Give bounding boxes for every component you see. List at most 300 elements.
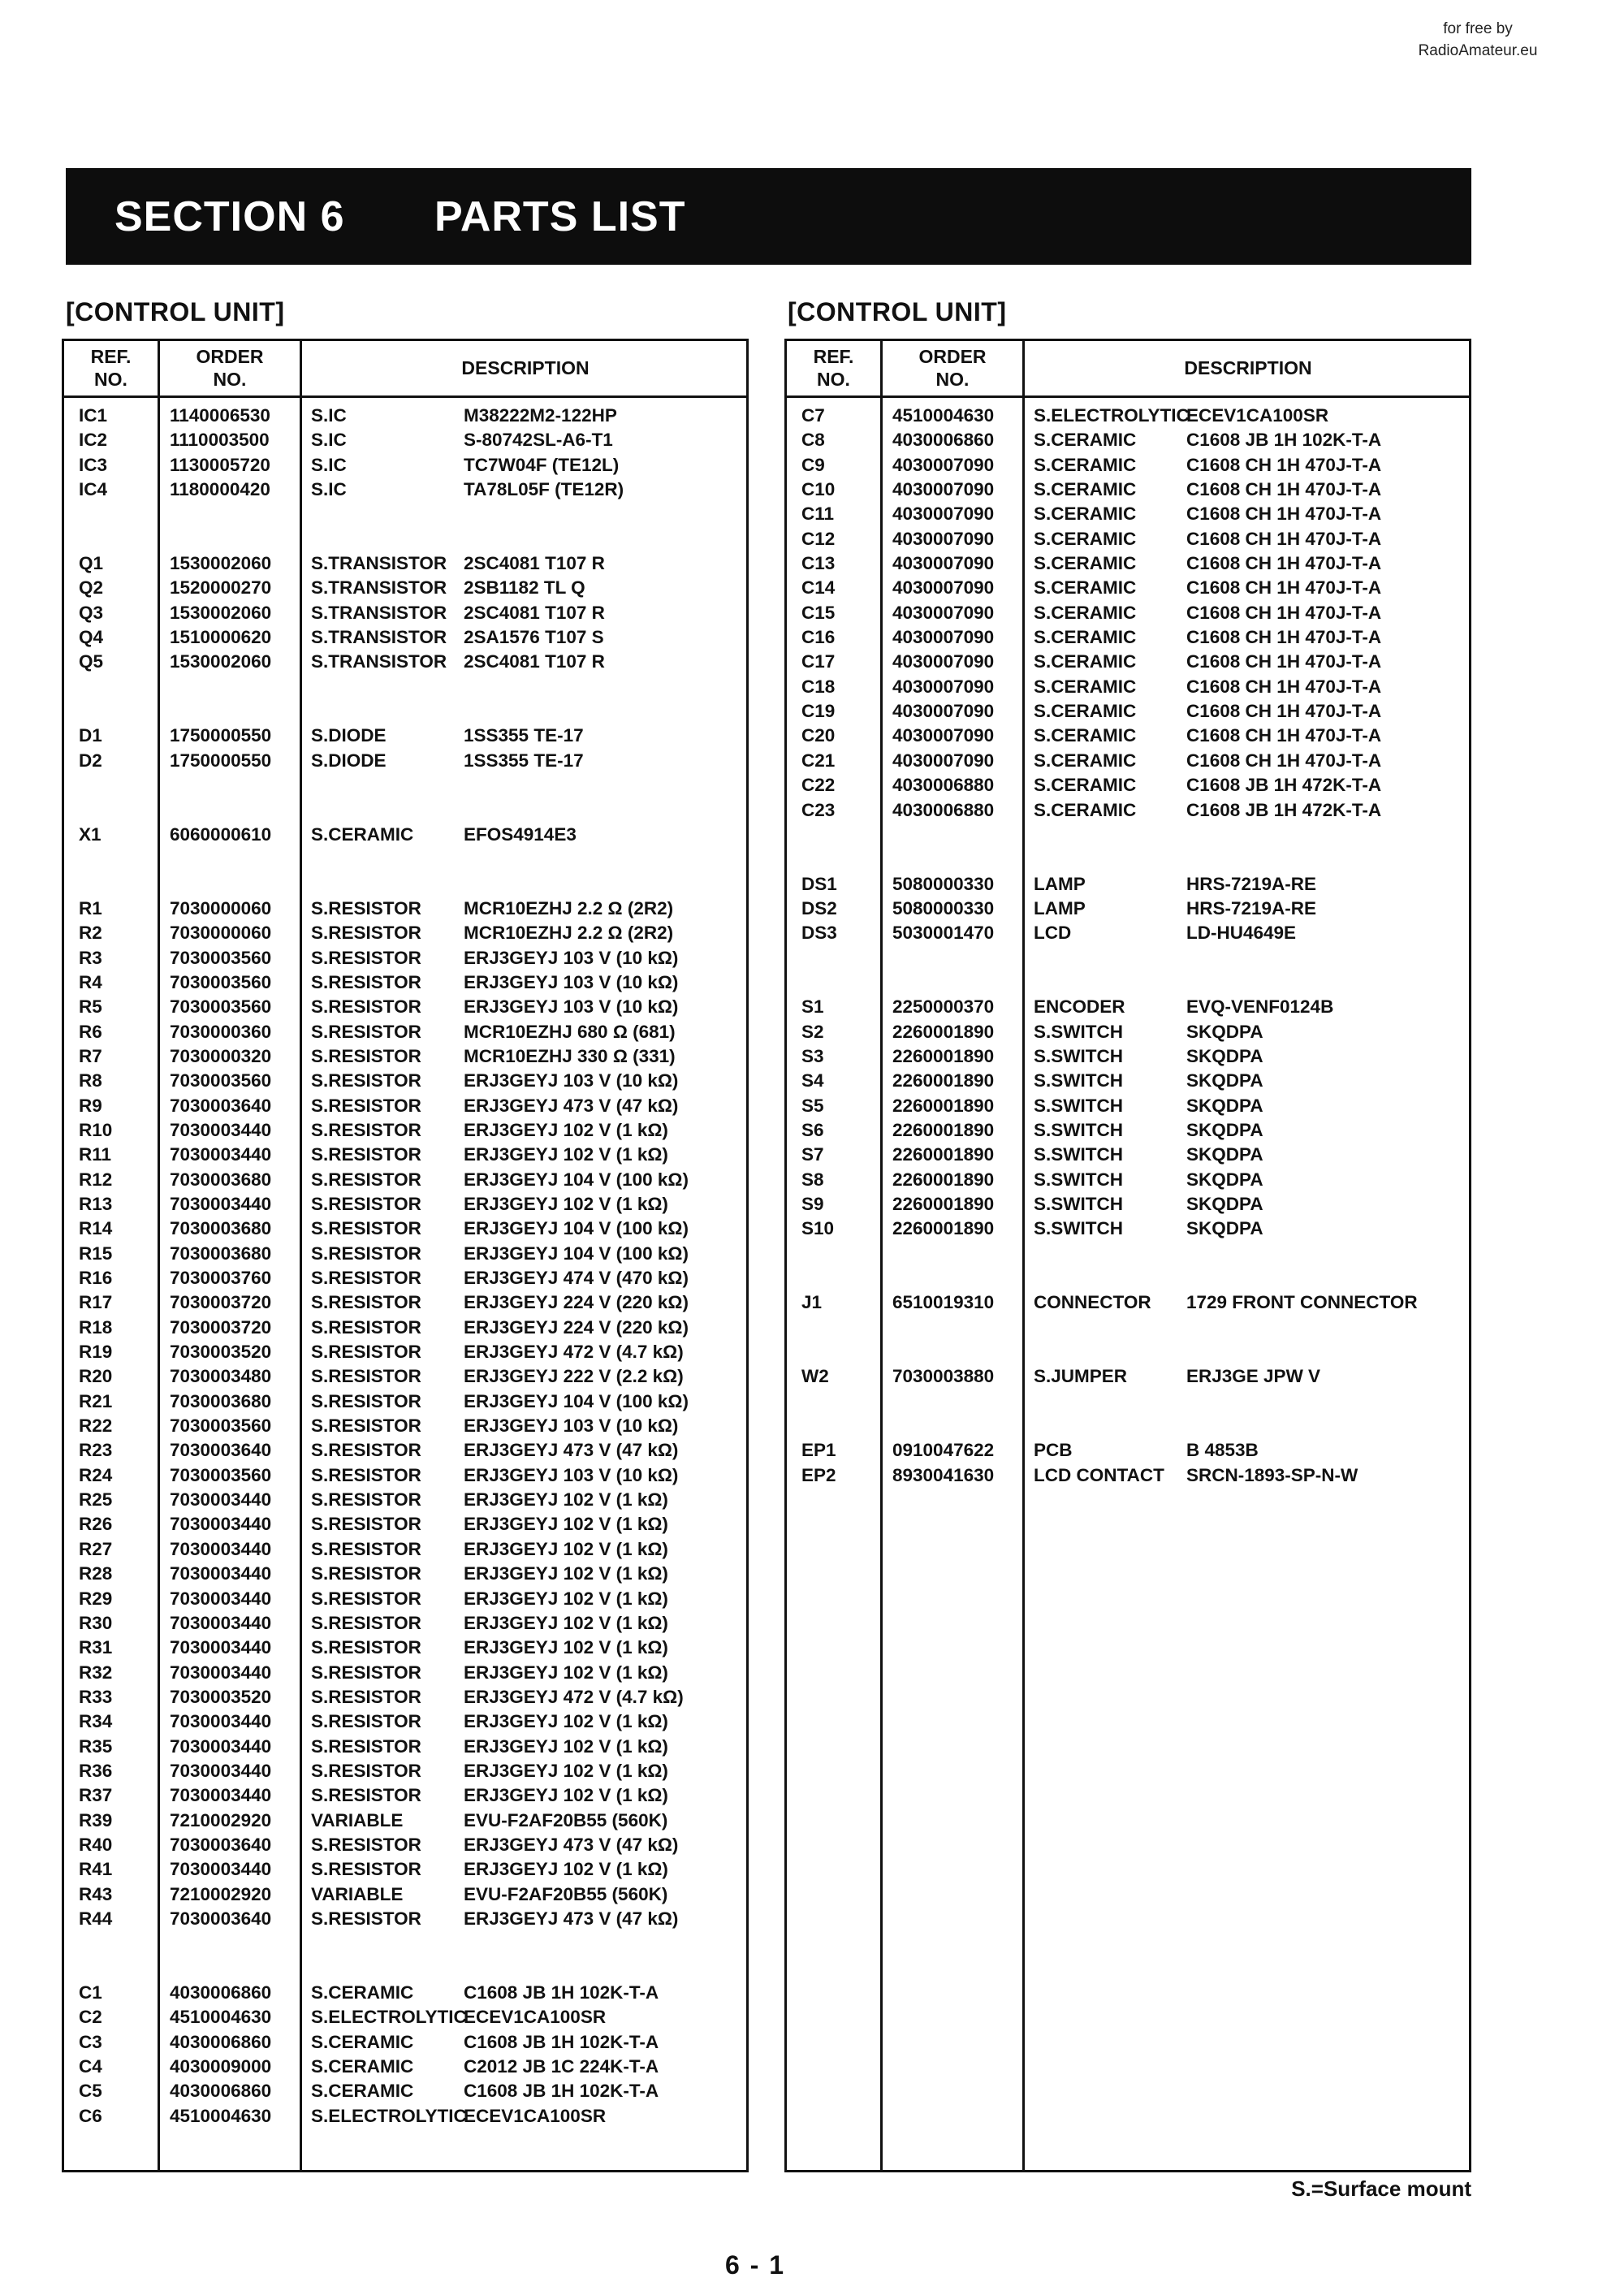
ref-no: DS3 <box>801 923 837 944</box>
part-type: S.CERAMIC <box>311 2056 414 2077</box>
ref-no: Q4 <box>79 627 104 648</box>
order-no: 4030006880 <box>892 775 995 796</box>
table-row <box>787 1438 1469 1463</box>
table-row <box>64 1044 746 1069</box>
part-type: S.RESISTOR <box>311 1292 421 1313</box>
table-row <box>787 1168 1469 1192</box>
part-spec: ERJ3GEYJ 102 V (1 kΩ) <box>464 1637 668 1658</box>
ref-no: C19 <box>801 701 836 722</box>
order-no: 7030003440 <box>170 1514 272 1535</box>
part-type: S.RESISTOR <box>311 1095 421 1116</box>
table-row <box>64 699 746 724</box>
table-row <box>64 1364 746 1389</box>
part-type: S.CERAMIC <box>311 1982 414 2003</box>
ref-no: C3 <box>79 2031 102 2052</box>
part-spec: ERJ3GEYJ 473 V (47 kΩ) <box>464 1440 679 1461</box>
table-row <box>64 1512 746 1536</box>
part-type: S.RESISTOR <box>311 923 421 944</box>
order-no: 7030003880 <box>892 1366 995 1387</box>
table-row <box>787 872 1469 897</box>
ref-no: EP2 <box>801 1464 836 1485</box>
part-type: S.RESISTOR <box>311 1908 421 1929</box>
order-no: 1530002060 <box>170 602 272 623</box>
right-rows <box>787 404 1469 1488</box>
ref-no: R16 <box>79 1268 113 1289</box>
ref-no: C14 <box>801 577 836 599</box>
page-number: 6 - 1 <box>725 2250 786 2280</box>
ref-no-header: REF. NO. <box>813 346 854 390</box>
table-row <box>787 1266 1469 1290</box>
part-spec: ERJ3GEYJ 102 V (1 kΩ) <box>464 1735 668 1757</box>
ref-no: R14 <box>79 1218 113 1239</box>
order-no: 4030009000 <box>170 2056 272 2077</box>
order-no: 7030000060 <box>170 897 272 918</box>
part-spec: C1608 CH 1H 470J-T-A <box>1186 479 1382 500</box>
part-spec: ERJ3GEYJ 474 V (470 kΩ) <box>464 1268 689 1289</box>
table-row <box>64 1857 746 1882</box>
part-type: S.RESISTOR <box>311 1538 421 1559</box>
part-type: S.RESISTOR <box>311 996 421 1018</box>
order-no: 7030003720 <box>170 1292 272 1313</box>
part-type: S.SWITCH <box>1034 1095 1123 1116</box>
table-row <box>64 1340 746 1364</box>
ref-no: C4 <box>79 2056 102 2077</box>
part-type: S.JUMPER <box>1034 1366 1128 1387</box>
part-spec: EVQ-VENF0124B <box>1186 996 1334 1018</box>
table-row <box>64 970 746 995</box>
order-no: 2260001890 <box>892 1119 995 1140</box>
ref-no: S9 <box>801 1194 824 1214</box>
part-type: S.CERAMIC <box>311 2031 414 2052</box>
watermark-line2: RadioAmateur.eu <box>1418 42 1538 59</box>
order-no: 4030007090 <box>892 701 995 722</box>
order-no: 7030003440 <box>170 1760 272 1781</box>
description-header: DESCRIPTION <box>1184 357 1312 378</box>
part-spec: MCR10EZHJ 330 Ω (331) <box>464 1045 676 1066</box>
table-row <box>787 453 1469 478</box>
part-type: S.DIODE <box>311 750 387 771</box>
order-no: 2260001890 <box>892 1070 995 1091</box>
part-spec: ERJ3GEYJ 102 V (1 kΩ) <box>464 1785 668 1806</box>
ref-no: C7 <box>801 405 825 426</box>
part-type: S.RESISTOR <box>311 947 421 968</box>
ref-no: R22 <box>79 1415 113 1437</box>
part-type: S.RESISTOR <box>311 1760 421 1781</box>
order-no: 4030007090 <box>892 750 995 771</box>
table-row <box>64 2055 746 2079</box>
part-spec: 1SS355 TE-17 <box>464 750 584 771</box>
order-no: 4030007090 <box>892 528 995 549</box>
order-no: 4030007090 <box>892 725 995 746</box>
order-no: 6060000610 <box>170 823 272 845</box>
part-type: S.RESISTOR <box>311 1662 421 1683</box>
order-no: 2260001890 <box>892 1144 995 1165</box>
part-spec: C1608 JB 1H 472K-T-A <box>1186 775 1382 796</box>
table-row <box>64 551 746 576</box>
table-row <box>64 1290 746 1315</box>
table-row <box>64 1636 746 1660</box>
order-no: 7030003640 <box>170 1440 272 1461</box>
order-no: 7030003440 <box>170 1612 272 1633</box>
part-type: S.CERAMIC <box>1034 627 1137 648</box>
order-no: 7030003440 <box>170 1662 272 1683</box>
order-no: 4030007090 <box>892 602 995 623</box>
part-type: LCD <box>1034 923 1072 944</box>
table-row <box>787 1094 1469 1118</box>
part-spec: 1729 FRONT CONNECTOR <box>1186 1292 1418 1313</box>
part-type: S.RESISTOR <box>311 897 421 918</box>
part-spec: ERJ3GEYJ 102 V (1 kΩ) <box>464 1538 668 1559</box>
part-spec: ERJ3GEYJ 103 V (10 kΩ) <box>464 996 679 1018</box>
part-spec: C1608 CH 1H 470J-T-A <box>1186 504 1382 525</box>
table-row <box>64 453 746 478</box>
ref-no: R6 <box>79 1021 102 1042</box>
order-no: 7030000320 <box>170 1045 272 1066</box>
ref-no: S1 <box>801 996 824 1018</box>
part-type: S.RESISTOR <box>311 1686 421 1707</box>
ref-no: IC4 <box>79 479 108 500</box>
table-row <box>787 798 1469 823</box>
part-spec: C1608 JB 1H 102K-T-A <box>464 2031 659 2052</box>
part-spec: MCR10EZHJ 2.2 Ω (2R2) <box>464 897 674 918</box>
part-spec: ERJ3GEYJ 104 V (100 kΩ) <box>464 1218 689 1239</box>
ref-no: C21 <box>801 750 836 771</box>
order-no: 2260001890 <box>892 1218 995 1239</box>
part-spec: 2SA1576 T107 S <box>464 627 604 648</box>
table-row <box>64 1168 746 1192</box>
order-no: 1530002060 <box>170 553 272 574</box>
order-no: 7030003440 <box>170 1859 272 1880</box>
table-row <box>787 970 1469 995</box>
table-row <box>787 699 1469 724</box>
part-type: S.RESISTOR <box>311 1785 421 1806</box>
order-no: 2260001890 <box>892 1021 995 1042</box>
table-row <box>64 502 746 526</box>
ref-no: R7 <box>79 1045 102 1066</box>
order-no: 8930041630 <box>892 1464 995 1485</box>
ref-no: C15 <box>801 602 836 623</box>
part-spec: C1608 CH 1H 470J-T-A <box>1186 701 1382 722</box>
ref-no: C9 <box>801 454 825 475</box>
section-banner <box>66 168 1471 265</box>
ref-no: R37 <box>79 1785 113 1806</box>
part-type: S.RESISTOR <box>311 1045 421 1066</box>
table-row <box>787 1217 1469 1241</box>
table-row <box>64 527 746 551</box>
part-type: S.TRANSISTOR <box>311 602 447 623</box>
ref-no: S3 <box>801 1045 824 1066</box>
table-row <box>64 897 746 921</box>
ref-no: R10 <box>79 1119 113 1140</box>
order-no: 2260001890 <box>892 1194 995 1214</box>
part-spec: ERJ3GEYJ 102 V (1 kΩ) <box>464 1144 668 1165</box>
table-row <box>64 1783 746 1808</box>
order-no: 4030006860 <box>892 430 995 451</box>
ref-no: IC1 <box>79 405 108 426</box>
table-row <box>64 1685 746 1709</box>
ref-no: C18 <box>801 676 836 697</box>
left-unit-title: [CONTROL UNIT] <box>66 297 285 326</box>
part-spec: SRCN-1893-SP-N-W <box>1186 1464 1358 1485</box>
part-spec: ERJ3GEYJ 473 V (47 kΩ) <box>464 1095 679 1116</box>
table-row <box>64 798 746 823</box>
part-spec: SKQDPA <box>1186 1070 1263 1091</box>
part-spec: C1608 CH 1H 470J-T-A <box>1186 454 1382 475</box>
order-no: 7030003440 <box>170 1538 272 1559</box>
table-row <box>787 527 1469 551</box>
ref-no: R43 <box>79 1883 113 1904</box>
part-type: S.RESISTOR <box>311 1366 421 1387</box>
table-row <box>64 1833 746 1857</box>
ref-no: C10 <box>801 479 836 500</box>
part-spec: C1608 CH 1H 470J-T-A <box>1186 725 1382 746</box>
order-no: 7210002920 <box>170 1809 272 1830</box>
table-row <box>64 1488 746 1512</box>
part-spec: C1608 CH 1H 470J-T-A <box>1186 577 1382 599</box>
table-row <box>787 1044 1469 1069</box>
order-no: 2260001890 <box>892 1045 995 1066</box>
part-spec: ERJ3GEYJ 103 V (10 kΩ) <box>464 1070 679 1091</box>
order-no: 7030003520 <box>170 1686 272 1707</box>
ref-no: S10 <box>801 1218 835 1239</box>
order-no: 4030006860 <box>170 2031 272 2052</box>
part-type: S.TRANSISTOR <box>311 577 447 599</box>
table-row <box>787 921 1469 945</box>
ref-no: R26 <box>79 1514 113 1535</box>
ref-no: R41 <box>79 1859 113 1880</box>
table-row <box>787 1069 1469 1093</box>
table-row <box>64 1709 746 1734</box>
ref-no: R23 <box>79 1440 113 1461</box>
part-type: S.RESISTOR <box>311 1612 421 1633</box>
part-spec: ERJ3GEYJ 103 V (10 kΩ) <box>464 1415 679 1437</box>
header-divider <box>787 395 1469 398</box>
order-no: 7030003560 <box>170 1070 272 1091</box>
section-title: PARTS LIST <box>434 193 686 240</box>
order-no: 7030003440 <box>170 1194 272 1214</box>
order-no: 1530002060 <box>170 651 272 672</box>
right-unit-title: [CONTROL UNIT] <box>788 297 1007 326</box>
part-type: S.TRANSISTOR <box>311 651 447 672</box>
part-spec: ECEV1CA100SR <box>1186 405 1329 426</box>
ref-no: DS1 <box>801 873 837 894</box>
table-row <box>64 995 746 1019</box>
part-spec: ERJ3GEYJ 102 V (1 kΩ) <box>464 1514 668 1535</box>
table-row <box>787 675 1469 699</box>
ref-no: C5 <box>79 2081 102 2102</box>
part-spec: ERJ3GEYJ 102 V (1 kΩ) <box>464 1711 668 1732</box>
part-spec: 2SC4081 T107 R <box>464 553 605 574</box>
ref-no: C2 <box>79 2007 102 2028</box>
part-spec: M38222M2-122HP <box>464 405 617 426</box>
ref-no: C22 <box>801 775 836 796</box>
part-spec: MCR10EZHJ 2.2 Ω (2R2) <box>464 923 674 944</box>
part-type: S.IC <box>311 405 347 426</box>
part-type: S.RESISTOR <box>311 1563 421 1584</box>
table-row <box>64 1587 746 1611</box>
part-spec: ERJ3GEYJ 102 V (1 kΩ) <box>464 1612 668 1633</box>
part-spec: C1608 JB 1H 102K-T-A <box>464 1982 659 2003</box>
ref-no: R25 <box>79 1489 113 1511</box>
part-type: S.RESISTOR <box>311 1119 421 1140</box>
part-spec: ERJ3GEYJ 102 V (1 kΩ) <box>464 1588 668 1609</box>
ref-no: Q2 <box>79 577 104 599</box>
part-spec: ERJ3GEYJ 103 V (10 kΩ) <box>464 947 679 968</box>
table-row <box>787 946 1469 970</box>
table-row <box>64 1217 746 1241</box>
table-row <box>64 650 746 674</box>
ref-no: IC3 <box>79 454 108 475</box>
order-no: 7030003560 <box>170 1464 272 1485</box>
part-spec: C2012 JB 1C 224K-T-A <box>464 2056 659 2077</box>
part-spec: S-80742SL-A6-T1 <box>464 430 613 451</box>
part-spec: EFOS4914E3 <box>464 823 577 845</box>
part-spec: SKQDPA <box>1186 1021 1263 1042</box>
part-spec: C1608 CH 1H 470J-T-A <box>1186 553 1382 574</box>
left-rows <box>64 404 746 2129</box>
ref-no: R13 <box>79 1194 113 1214</box>
order-no: 7030003720 <box>170 1316 272 1338</box>
part-type: S.RESISTOR <box>311 1021 421 1042</box>
ref-no: R15 <box>79 1243 113 1264</box>
table-row <box>787 650 1469 674</box>
ref-no: R35 <box>79 1735 113 1757</box>
part-spec: SKQDPA <box>1186 1045 1263 1066</box>
table-row <box>64 1981 746 2005</box>
table-row <box>64 625 746 650</box>
table-row <box>64 1809 746 1833</box>
ref-no: EP1 <box>801 1440 836 1461</box>
table-row <box>787 724 1469 748</box>
table-row <box>64 1611 746 1636</box>
part-spec: C1608 JB 1H 102K-T-A <box>464 2081 659 2102</box>
table-row <box>64 1118 746 1143</box>
table-row <box>64 773 746 797</box>
part-spec: MCR10EZHJ 680 Ω (681) <box>464 1021 676 1042</box>
part-type: S.RESISTOR <box>311 1415 421 1437</box>
part-spec: ERJ3GEYJ 104 V (100 kΩ) <box>464 1169 689 1190</box>
ref-no: DS2 <box>801 897 837 918</box>
ref-no-header: REF. NO. <box>90 346 132 390</box>
table-row <box>64 1438 746 1463</box>
table-row <box>64 847 746 871</box>
table-row <box>64 1316 746 1340</box>
order-no: 6510019310 <box>892 1292 995 1313</box>
order-no: 2250000370 <box>892 996 995 1018</box>
part-type: S.CERAMIC <box>1034 799 1137 820</box>
order-no: 4510004630 <box>170 2007 272 2028</box>
order-no: 4030007090 <box>892 627 995 648</box>
part-type: S.RESISTOR <box>311 1440 421 1461</box>
table-row <box>64 2104 746 2129</box>
order-no: 7030003680 <box>170 1218 272 1239</box>
part-type: S.CERAMIC <box>1034 430 1137 451</box>
order-no: 7030003680 <box>170 1390 272 1411</box>
part-type: S.CERAMIC <box>1034 454 1137 475</box>
part-type: S.SWITCH <box>1034 1169 1123 1190</box>
part-spec: LD-HU4649E <box>1186 923 1297 944</box>
ref-no: W2 <box>801 1366 829 1387</box>
part-type: S.CERAMIC <box>311 823 414 845</box>
part-spec: C1608 CH 1H 470J-T-A <box>1186 528 1382 549</box>
ref-no: R20 <box>79 1366 113 1387</box>
part-spec: ERJ3GEYJ 103 V (10 kΩ) <box>464 1464 679 1485</box>
part-spec: SKQDPA <box>1186 1218 1263 1239</box>
ref-no: Q5 <box>79 651 104 672</box>
part-spec: ERJ3GEYJ 102 V (1 kΩ) <box>464 1194 668 1214</box>
table-row <box>64 576 746 600</box>
part-spec: ERJ3GEYJ 102 V (1 kΩ) <box>464 1760 668 1781</box>
part-type: S.IC <box>311 430 347 451</box>
ref-no: C17 <box>801 651 836 672</box>
order-no: 7030003480 <box>170 1366 272 1387</box>
part-type: S.IC <box>311 454 347 475</box>
part-spec: C1608 JB 1H 102K-T-A <box>1186 430 1382 451</box>
order-no: 1130005720 <box>170 454 270 475</box>
part-type: S.CERAMIC <box>1034 504 1137 525</box>
table-row <box>64 1537 746 1562</box>
order-no: 1110003500 <box>170 430 270 451</box>
table-row <box>787 749 1469 773</box>
ref-no: R3 <box>79 947 102 968</box>
part-spec: SKQDPA <box>1186 1095 1263 1116</box>
table-row <box>787 1020 1469 1044</box>
order-no: 7030000360 <box>170 1021 272 1042</box>
ref-no: S8 <box>801 1169 824 1190</box>
ref-no: R33 <box>79 1686 113 1707</box>
part-spec: 2SC4081 T107 R <box>464 602 605 623</box>
part-spec: ERJ3GEYJ 472 V (4.7 kΩ) <box>464 1686 684 1707</box>
part-spec: C1608 CH 1H 470J-T-A <box>1186 651 1382 672</box>
part-spec: ERJ3GEYJ 102 V (1 kΩ) <box>464 1563 668 1584</box>
ref-no: C8 <box>801 430 825 451</box>
part-type: S.RESISTOR <box>311 1390 421 1411</box>
part-spec: ERJ3GEYJ 224 V (220 kΩ) <box>464 1292 689 1313</box>
order-no: 4030007090 <box>892 676 995 697</box>
part-type: PCB <box>1034 1440 1073 1461</box>
part-spec: 2SC4081 T107 R <box>464 651 605 672</box>
part-spec: ERJ3GEYJ 224 V (220 kΩ) <box>464 1316 689 1338</box>
table-row <box>64 1956 746 1981</box>
ref-no: C1 <box>79 1982 102 2003</box>
table-row <box>787 625 1469 650</box>
ref-no: R9 <box>79 1095 102 1116</box>
table-row <box>64 1735 746 1759</box>
order-no: 4510004630 <box>170 2105 272 2126</box>
order-no: 1750000550 <box>170 750 272 771</box>
table-row <box>64 1759 746 1783</box>
part-spec: ERJ3GEYJ 104 V (100 kΩ) <box>464 1243 689 1264</box>
table-row <box>787 1364 1469 1389</box>
part-type: S.RESISTOR <box>311 1834 421 1855</box>
watermark <box>1389 18 1567 62</box>
ref-no: S5 <box>801 1095 824 1116</box>
ref-no: C16 <box>801 627 836 648</box>
table-row <box>787 1118 1469 1143</box>
description-header: DESCRIPTION <box>461 357 590 378</box>
table-row <box>787 576 1469 600</box>
table-row <box>64 1020 746 1044</box>
part-type: S.RESISTOR <box>311 1218 421 1239</box>
ref-no: R21 <box>79 1390 113 1411</box>
ref-no: R2 <box>79 923 102 944</box>
part-type: VARIABLE <box>311 1809 404 1830</box>
ref-no: R36 <box>79 1760 113 1781</box>
table-row <box>64 1882 746 1907</box>
table-row <box>64 872 746 897</box>
order-no: 7030003440 <box>170 1119 272 1140</box>
part-type: S.RESISTOR <box>311 1144 421 1165</box>
